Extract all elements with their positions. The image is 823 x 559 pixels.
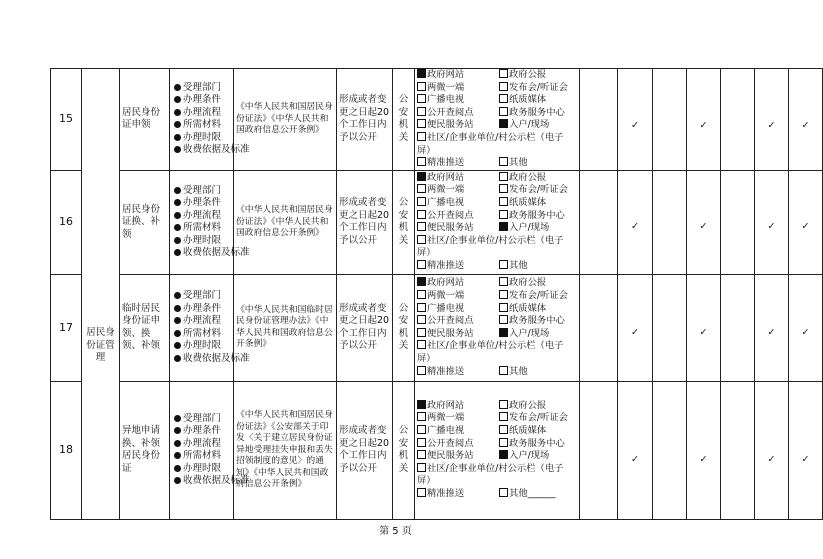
row-number: 17 <box>51 274 82 381</box>
checkbox-icon <box>417 82 426 91</box>
element-cell <box>170 274 250 381</box>
channel-option: 政务服务中心 <box>499 210 577 223</box>
channel-list <box>417 277 577 378</box>
element-item: 所需材料 <box>174 450 231 463</box>
channel-option: 精准推送 <box>417 260 497 273</box>
check-mark: ✓ <box>789 170 823 274</box>
checkbox-icon <box>499 425 508 434</box>
channel-option: 发布会/听证会 <box>499 184 577 197</box>
channel-option: 政府公报 <box>499 400 577 413</box>
bullet-icon <box>174 465 181 472</box>
table-row <box>51 381 823 519</box>
bullet-icon <box>174 317 181 324</box>
bullet-icon <box>174 415 181 422</box>
checkbox-icon <box>499 172 508 181</box>
item-name: 异地申请换、补领居民身份证 <box>120 381 170 519</box>
check-mark: ✓ <box>755 274 789 381</box>
channel-option: 纸质媒体 <box>499 303 577 316</box>
channel-cell <box>415 170 580 274</box>
bullet-icon <box>174 427 181 434</box>
checkbox-icon <box>417 315 426 324</box>
channel-option: 其他______ <box>499 488 577 501</box>
item-name: 居民身份证申领 <box>120 69 170 171</box>
check-mark: ✓ <box>789 274 823 381</box>
channel-option: 社区/企事业单位/村公示栏（电子屏） <box>417 462 564 487</box>
checkbox-icon <box>499 488 508 497</box>
checkbox-icon <box>417 119 426 128</box>
channel-option: 政府公报 <box>499 69 577 82</box>
check-mark: ✓ <box>687 69 721 171</box>
checkbox-icon <box>499 69 508 78</box>
checkbox-icon <box>499 277 508 286</box>
channel-option: 公开查阅点 <box>417 315 497 328</box>
channel-option: 纸质媒体 <box>499 94 577 107</box>
row-number: 15 <box>51 69 82 171</box>
element-item: 受理部门 <box>174 290 231 303</box>
disclosure-timeframe: 形成或者变更之日起20个工作日内予以公开 <box>337 381 393 519</box>
bullet-icon <box>174 355 181 362</box>
element-item: 办理流程 <box>174 315 231 328</box>
checkbox-icon <box>417 328 426 337</box>
element-item: 受理部门 <box>174 185 231 198</box>
department: 公安机关 <box>393 170 415 274</box>
channel-option: 政务服务中心 <box>499 438 577 451</box>
checkbox-icon <box>499 157 508 166</box>
element-item: 受理部门 <box>174 82 231 95</box>
bullet-icon <box>174 146 181 153</box>
channel-option: 政府网站 <box>417 277 497 290</box>
check-mark: ✓ <box>755 381 789 519</box>
channel-option: 两微一端 <box>417 184 497 197</box>
checkbox-icon <box>417 488 426 497</box>
channel-option: 发布会/听证会 <box>499 412 577 425</box>
channel-option: 两微一端 <box>417 82 497 95</box>
channel-option: 便民服务站 <box>417 328 497 341</box>
channel-option: 政府公报 <box>499 277 577 290</box>
checkbox-icon <box>499 184 508 193</box>
checked-box-icon <box>417 277 426 286</box>
element-cell <box>170 69 250 171</box>
empty-cell <box>580 274 618 381</box>
channel-option: 政府公报 <box>499 172 577 185</box>
department: 公安机关 <box>393 274 415 381</box>
checkbox-icon <box>417 450 426 459</box>
checked-box-icon <box>499 328 508 337</box>
channel-option: 广播电视 <box>417 303 497 316</box>
checkbox-icon <box>499 107 508 116</box>
channel-option: 发布会/听证会 <box>499 290 577 303</box>
checkbox-icon <box>417 132 426 141</box>
checkbox-icon <box>499 315 508 324</box>
checked-box-icon <box>417 400 426 409</box>
bullet-icon <box>174 249 181 256</box>
channel-option: 公开查阅点 <box>417 107 497 120</box>
checked-box-icon <box>499 450 508 459</box>
channel-option: 便民服务站 <box>417 450 497 463</box>
channel-option: 广播电视 <box>417 94 497 107</box>
checkbox-icon <box>417 260 426 269</box>
element-item: 办理流程 <box>174 438 231 451</box>
disclosure-table <box>50 68 823 520</box>
channel-option: 政务服务中心 <box>499 315 577 328</box>
element-cell <box>170 381 250 519</box>
element-cell <box>170 170 250 274</box>
channel-list <box>417 69 577 170</box>
empty-cell <box>580 170 618 274</box>
empty-cell <box>653 170 687 274</box>
checked-box-icon <box>417 172 426 181</box>
channel-option: 其他 <box>499 157 577 170</box>
check-mark: ✓ <box>687 170 721 274</box>
check-mark: ✓ <box>618 381 653 519</box>
element-item: 所需材料 <box>174 119 231 132</box>
channel-option: 广播电视 <box>417 425 497 438</box>
checkbox-icon <box>417 290 426 299</box>
channel-option: 公开查阅点 <box>417 210 497 223</box>
checkbox-icon <box>499 260 508 269</box>
channel-option: 政府网站 <box>417 69 497 82</box>
element-item: 办理条件 <box>174 94 231 107</box>
checkbox-icon <box>417 463 426 472</box>
bullet-icon <box>174 305 181 312</box>
element-item: 受理部门 <box>174 413 231 426</box>
element-item: 办理时限 <box>174 235 231 248</box>
channel-option: 政务服务中心 <box>499 107 577 120</box>
legal-basis: 《中华人民共和国居民身份证法》《中华人民共和国政府信息公开条例》 <box>234 170 337 274</box>
channel-option: 社区/企事业单位/村公示栏（电子屏） <box>417 131 564 156</box>
item-name: 居民身份证换、补领 <box>120 170 170 274</box>
channel-option: 精准推送 <box>417 488 497 501</box>
element-item: 办理条件 <box>174 425 231 438</box>
element-item: 收费依据及标准 <box>174 247 231 260</box>
channel-option: 精准推送 <box>417 157 497 170</box>
bullet-icon <box>174 477 181 484</box>
channel-option: 入户/现场 <box>499 328 577 341</box>
channel-option: 发布会/听证会 <box>499 82 577 95</box>
checkbox-icon <box>499 210 508 219</box>
checkbox-icon <box>417 157 426 166</box>
bullet-icon <box>174 330 181 337</box>
checkbox-icon <box>499 400 508 409</box>
channel-cell <box>415 69 580 171</box>
checkbox-icon <box>417 184 426 193</box>
bullet-icon <box>174 224 181 231</box>
checkbox-icon <box>417 210 426 219</box>
table-row <box>51 274 823 381</box>
checkbox-icon <box>499 412 508 421</box>
department: 公安机关 <box>393 381 415 519</box>
element-item: 办理时限 <box>174 463 231 476</box>
empty-cell <box>653 274 687 381</box>
legal-basis: 《中华人民共和国临时居民身份证管理办法》《中华人民共和国政府信息公开条例》 <box>234 274 337 381</box>
checkbox-icon <box>417 366 426 375</box>
bullet-icon <box>174 440 181 447</box>
element-item: 办理流程 <box>174 107 231 120</box>
element-item: 办理时限 <box>174 340 231 353</box>
check-mark: ✓ <box>618 274 653 381</box>
department: 公安机关 <box>393 69 415 171</box>
check-mark: ✓ <box>755 170 789 274</box>
channel-cell <box>415 381 580 519</box>
bullet-icon <box>174 187 181 194</box>
element-list <box>172 412 250 488</box>
category-cell <box>82 69 120 520</box>
channel-option: 精准推送 <box>417 366 497 379</box>
check-mark: ✓ <box>755 69 789 171</box>
checked-box-icon <box>417 69 426 78</box>
checkbox-icon <box>417 340 426 349</box>
bullet-icon <box>174 134 181 141</box>
checkbox-icon <box>417 303 426 312</box>
empty-cell <box>721 170 755 274</box>
channel-option: 两微一端 <box>417 290 497 303</box>
checkbox-icon <box>499 366 508 375</box>
channel-option: 公开查阅点 <box>417 438 497 451</box>
element-item: 所需材料 <box>174 328 231 341</box>
channel-cell <box>415 274 580 381</box>
checkbox-icon <box>417 107 426 116</box>
element-item: 所需材料 <box>174 222 231 235</box>
checkbox-icon <box>499 290 508 299</box>
element-item: 办理条件 <box>174 303 231 316</box>
check-mark: ✓ <box>618 69 653 171</box>
empty-cell <box>721 69 755 171</box>
bullet-icon <box>174 121 181 128</box>
bullet-icon <box>174 237 181 244</box>
category-label: 居民身份证管理 <box>86 327 115 364</box>
channel-option: 政府网站 <box>417 400 497 413</box>
element-list <box>172 81 250 157</box>
element-item: 收费依据及标准 <box>174 353 231 366</box>
empty-cell <box>653 69 687 171</box>
checkbox-icon <box>499 197 508 206</box>
channel-list <box>417 172 577 273</box>
legal-basis: 《中华人民共和国居民身份证法》《公安部关于印发〈关于建立居民身份证异地受理挂失申报和丢失招领制度的意见〉的通知》《中华人民共和国政府信息公开条例》 <box>234 381 337 519</box>
channel-option: 入户/现场 <box>499 119 577 132</box>
empty-cell <box>580 381 618 519</box>
checkbox-icon <box>417 222 426 231</box>
channel-option: 社区/企事业单位/村公示栏（电子屏） <box>417 340 564 364</box>
empty-cell <box>721 274 755 381</box>
checkbox-icon <box>417 425 426 434</box>
checkbox-icon <box>499 438 508 447</box>
channel-option: 政府网站 <box>417 172 497 185</box>
element-list <box>172 290 250 365</box>
checkbox-icon <box>499 303 508 312</box>
check-mark: ✓ <box>687 274 721 381</box>
bullet-icon <box>174 84 181 91</box>
empty-cell <box>653 381 687 519</box>
disclosure-timeframe: 形成或者变更之日起20个工作日内予以公开 <box>337 274 393 381</box>
bullet-icon <box>174 109 181 116</box>
item-name: 临时居民身份证申领、换领、补领 <box>120 274 170 381</box>
empty-cell <box>721 381 755 519</box>
channel-list <box>417 400 577 501</box>
checkbox-icon <box>417 197 426 206</box>
legal-basis: 《中华人民共和国居民身份证法》《中华人民共和国政府信息公开条例》 <box>234 69 337 171</box>
table-row <box>51 69 823 171</box>
channel-option: 纸质媒体 <box>499 425 577 438</box>
channel-option: 入户/现场 <box>499 222 577 235</box>
checked-box-icon <box>499 222 508 231</box>
checkbox-icon <box>417 412 426 421</box>
bullet-icon <box>174 199 181 206</box>
channel-option: 便民服务站 <box>417 222 497 235</box>
row-number: 16 <box>51 170 82 274</box>
checkbox-icon <box>417 235 426 244</box>
element-item: 收费依据及标准 <box>174 475 231 488</box>
channel-option: 入户/现场 <box>499 450 577 463</box>
bullet-icon <box>174 96 181 103</box>
bullet-icon <box>174 292 181 299</box>
empty-cell <box>580 69 618 171</box>
disclosure-timeframe: 形成或者变更之日起20个工作日内予以公开 <box>337 170 393 274</box>
element-item: 收费依据及标准 <box>174 144 231 157</box>
channel-option: 纸质媒体 <box>499 197 577 210</box>
page-number: 第 5 页 <box>379 526 412 537</box>
element-item: 办理流程 <box>174 210 231 223</box>
check-mark: ✓ <box>789 381 823 519</box>
checkbox-icon <box>499 94 508 103</box>
checkbox-icon <box>417 438 426 447</box>
channel-option: 社区/企事业单位/村公示栏（电子屏） <box>417 234 564 259</box>
table-row <box>51 170 823 274</box>
check-mark: ✓ <box>687 381 721 519</box>
element-item: 办理条件 <box>174 197 231 210</box>
channel-option: 广播电视 <box>417 197 497 210</box>
element-item: 办理时限 <box>174 132 231 145</box>
check-mark: ✓ <box>618 170 653 274</box>
bullet-icon <box>174 212 181 219</box>
channel-option: 便民服务站 <box>417 119 497 132</box>
checkbox-icon <box>499 82 508 91</box>
row-number: 18 <box>51 381 82 519</box>
bullet-icon <box>174 342 181 349</box>
disclosure-timeframe: 形成或者变更之日起20个工作日内予以公开 <box>337 69 393 171</box>
channel-option: 两微一端 <box>417 412 497 425</box>
channel-option: 其他 <box>499 260 577 273</box>
bullet-icon <box>174 452 181 459</box>
check-mark: ✓ <box>789 69 823 171</box>
channel-option: 其他 <box>499 366 577 379</box>
element-list <box>172 184 250 260</box>
checkbox-icon <box>417 94 426 103</box>
checked-box-icon <box>499 119 508 128</box>
